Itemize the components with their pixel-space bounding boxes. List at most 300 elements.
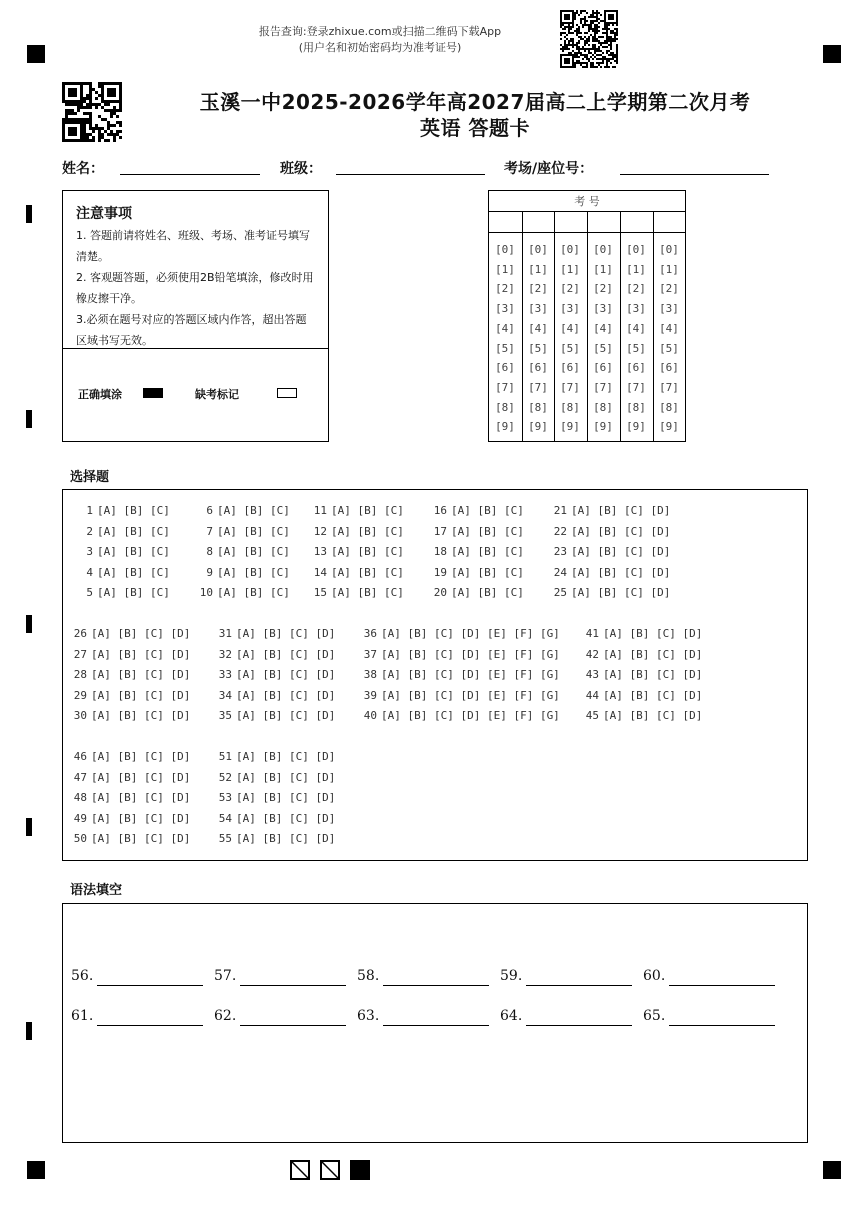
exam-digit-bubble[interactable]: [6] [528, 361, 548, 375]
exam-digit-bubble[interactable]: [2] [593, 282, 613, 296]
name-field[interactable] [120, 174, 260, 175]
answer-options[interactable]: [A] [B] [C] [217, 504, 290, 517]
exam-digit-bubble[interactable]: [9] [495, 420, 515, 434]
choice-question[interactable] [431, 525, 524, 538]
class-field[interactable] [336, 174, 485, 175]
corner-mark-bottom-left [27, 1161, 45, 1179]
qr-module [107, 139, 110, 142]
question-number: 3 [86, 545, 93, 559]
exam-digit-bubble[interactable]: [0] [659, 243, 679, 256]
qr-module [119, 136, 122, 139]
blank-number: 61. [71, 1008, 94, 1024]
qr-module [119, 124, 122, 127]
qr-module [74, 94, 77, 97]
notice-item: 3.必须在题号对应的答题区域内作答，超出答题区域书写无效。 [76, 313, 307, 347]
timing-mark [26, 615, 32, 633]
qr-module [580, 12, 582, 14]
answer-options[interactable]: [A] [B] [C] [D] [91, 750, 191, 763]
grammar-answer-area [62, 903, 808, 1143]
question-number: 8 [206, 545, 213, 559]
exam-digit-bubble[interactable]: [3] [528, 302, 548, 316]
answer-blank[interactable] [526, 985, 632, 986]
qr-module [586, 66, 588, 68]
exam-digit-bubble[interactable]: [8] [626, 400, 646, 414]
blank-number: 62. [214, 1008, 237, 1024]
answer-options[interactable]: [A] [B] [C] [331, 565, 404, 579]
question-number: 9 [206, 565, 213, 579]
blank-number: 58. [357, 968, 380, 984]
choice-answer-area [62, 489, 808, 861]
exam-digit-bubble[interactable]: [5] [593, 341, 613, 355]
question-number: 38 [363, 668, 377, 682]
choice-question[interactable] [216, 812, 335, 825]
qr-module [572, 26, 574, 28]
blank-number: 60. [643, 968, 666, 984]
answer-options[interactable]: [A] [B] [C] [217, 524, 290, 538]
qr-module [614, 40, 616, 42]
choice-question[interactable] [583, 648, 702, 661]
question-number: 44 [585, 688, 599, 702]
choice-question[interactable] [216, 791, 335, 804]
answer-options[interactable]: [A] [B] [C] [451, 524, 524, 538]
exam-digit-bubble[interactable]: [0] [560, 243, 580, 256]
answer-options[interactable]: [A] [B] [C] [D] [236, 688, 336, 702]
grammar-section-label: 语法填空 [70, 883, 123, 898]
exam-digit-bubble[interactable]: [6] [495, 361, 515, 375]
answer-blank[interactable] [97, 1025, 203, 1026]
exam-digit-bubble[interactable]: [0] [495, 243, 515, 256]
qr-module [598, 30, 600, 32]
choice-question[interactable] [216, 668, 335, 681]
choice-question[interactable] [77, 504, 170, 517]
answer-options[interactable]: [A] [B] [C] [D] [236, 791, 336, 805]
answer-options[interactable]: [A] [B] [C] [D] [91, 627, 191, 640]
choice-question[interactable] [431, 504, 524, 517]
answer-options[interactable]: [A] [B] [C] [451, 545, 524, 559]
question-number: 2 [86, 524, 93, 538]
timing-mark [26, 818, 32, 836]
exam-digit-bubble[interactable]: [4] [593, 321, 613, 335]
blank-number: 56. [71, 968, 94, 984]
answer-options[interactable]: [A] [B] [C] [97, 545, 170, 559]
choice-question[interactable] [431, 566, 524, 579]
choice-question[interactable] [583, 709, 702, 722]
question-number: 37 [363, 647, 377, 661]
exam-digit-bubble[interactable]: [1] [560, 262, 580, 276]
qr-module [98, 139, 101, 142]
exam-digit-bubble[interactable]: [8] [528, 400, 548, 414]
answer-options[interactable]: [A] [B] [C] [D] [E] [F] [G] [381, 709, 560, 723]
qr-module [95, 106, 98, 109]
qr-module [572, 46, 574, 48]
choice-question[interactable] [583, 668, 702, 681]
choice-question[interactable] [551, 525, 670, 538]
choice-question[interactable] [361, 668, 560, 681]
answer-options[interactable]: [A] [B] [C] [D] [236, 832, 336, 846]
exam-digit-bubble[interactable]: [7] [560, 380, 580, 394]
exam-digit-bubble[interactable]: [2] [659, 282, 679, 296]
choice-question[interactable] [216, 627, 335, 640]
answer-options[interactable]: [A] [B] [C] [D] [603, 688, 703, 702]
crossed-square-icon [290, 1160, 310, 1180]
exam-digit-bubble[interactable]: [9] [626, 420, 646, 434]
choice-question[interactable] [361, 689, 560, 702]
exam-digit-bubble[interactable]: [5] [626, 341, 646, 355]
qr-module [74, 112, 77, 115]
exam-digit-bubble[interactable]: [4] [495, 321, 515, 335]
question-number: 47 [73, 770, 87, 784]
exam-digit-bubble[interactable]: [2] [560, 282, 580, 296]
exam-digit-bubble[interactable]: [5] [560, 341, 580, 355]
qr-module [584, 44, 586, 46]
answer-blank[interactable] [669, 1025, 775, 1026]
exam-digit-bubble[interactable]: [4] [659, 321, 679, 335]
answer-blank[interactable] [383, 1025, 489, 1026]
question-number: 13 [313, 545, 327, 559]
answer-options[interactable]: [A] [B] [C] [D] [236, 750, 336, 763]
exam-digit-bubble[interactable]: [9] [560, 420, 580, 434]
notice-title: 注意事项 [76, 206, 132, 222]
exam-digit-bubble[interactable]: [7] [528, 380, 548, 394]
question-number: 22 [553, 524, 567, 538]
corner-mark-bottom-right [823, 1161, 841, 1179]
exam-digit-bubble[interactable]: [2] [528, 282, 548, 296]
answer-blank[interactable] [97, 985, 203, 986]
answer-options[interactable]: [A] [B] [C] [D] [E] [F] [G] [381, 627, 560, 640]
question-number: 20 [433, 586, 447, 600]
filled-square-icon [350, 1160, 370, 1180]
question-number: 4 [86, 565, 93, 579]
answer-options[interactable]: [A] [B] [C] [331, 524, 404, 538]
choice-question[interactable] [71, 812, 190, 825]
question-number: 52 [218, 770, 232, 784]
exam-digit-bubble[interactable]: [3] [626, 302, 646, 316]
exam-digit-bubble[interactable]: [6] [659, 361, 679, 375]
question-number: 40 [363, 709, 377, 723]
exam-digit-bubble[interactable]: [7] [659, 380, 679, 394]
answer-options[interactable]: [A] [B] [C] [331, 545, 404, 559]
class-label: 班级： [280, 161, 322, 177]
question-number: 51 [218, 750, 232, 763]
choice-question[interactable] [197, 504, 290, 517]
qr-module [612, 18, 614, 20]
qr-module [582, 26, 584, 28]
question-number: 45 [585, 709, 599, 723]
question-number: 28 [73, 668, 87, 682]
qr-module [568, 62, 570, 64]
qr-module [612, 24, 614, 26]
exam-digit-bubble[interactable]: [1] [528, 262, 548, 276]
answer-options[interactable]: [A] [B] [C] [D] [236, 811, 336, 825]
question-number: 5 [86, 586, 93, 600]
choice-question[interactable] [311, 525, 404, 538]
blank-number: 57. [214, 968, 237, 984]
choice-question[interactable] [197, 566, 290, 579]
choice-question[interactable] [361, 709, 560, 722]
choice-question[interactable] [551, 566, 670, 579]
exam-digit-bubble[interactable]: [1] [593, 262, 613, 276]
question-number: 10 [199, 586, 213, 600]
choice-question[interactable] [216, 648, 335, 661]
qr-module [580, 32, 582, 34]
question-number: 7 [206, 524, 213, 538]
qr-module [574, 66, 576, 68]
exam-digit-bubble[interactable]: [4] [626, 321, 646, 335]
choice-question[interactable] [551, 545, 670, 558]
choice-question[interactable] [77, 545, 170, 558]
answer-options[interactable]: [A] [B] [C] [D] [E] [F] [G] [381, 668, 560, 682]
exam-digit-bubble[interactable]: [9] [528, 420, 548, 434]
absent-label: 缺考标记 [195, 388, 239, 401]
answer-options[interactable]: [A] [B] [C] [D] [603, 709, 703, 723]
report-note-line2: (用户名和初始密码均为准考证号) [298, 41, 462, 54]
corner-mark-top-right [823, 45, 841, 63]
answer-options[interactable]: [A] [B] [C] [451, 565, 524, 579]
qr-module [596, 66, 598, 68]
exam-digit-bubble[interactable]: [8] [593, 400, 613, 414]
answer-options[interactable]: [A] [B] [C] [D] [571, 545, 671, 559]
room-seat-field[interactable] [620, 174, 769, 175]
exam-digit-bubble[interactable]: [3] [659, 302, 679, 316]
choice-question[interactable] [311, 586, 404, 599]
exam-digit-bubble[interactable]: [7] [495, 380, 515, 394]
exam-digit-bubble[interactable]: [7] [626, 380, 646, 394]
answer-options[interactable]: [A] [B] [C] [D] [603, 627, 703, 640]
notice-divider [63, 348, 328, 349]
answer-blank[interactable] [240, 985, 346, 986]
answer-options[interactable]: [A] [B] [C] [217, 545, 290, 559]
report-note [0, 24, 760, 56]
choice-question[interactable] [311, 545, 404, 558]
choice-question[interactable] [197, 545, 290, 558]
answer-blank[interactable] [383, 985, 489, 986]
answer-options[interactable]: [A] [B] [C] [D] [91, 811, 191, 825]
qr-module [562, 50, 564, 52]
answer-options[interactable]: [A] [B] [C] [97, 586, 170, 600]
choice-question[interactable] [216, 750, 335, 763]
choice-question[interactable] [71, 627, 190, 640]
choice-question[interactable] [71, 832, 190, 845]
qr-module [564, 28, 566, 30]
exam-digit-bubble[interactable]: [0] [626, 243, 646, 256]
answer-options[interactable]: [A] [B] [C] [D] [91, 709, 191, 723]
answer-options[interactable]: [A] [B] [C] [D] [91, 668, 191, 682]
choice-question[interactable] [71, 668, 190, 681]
exam-digit-bubble[interactable]: [2] [495, 282, 515, 296]
choice-question[interactable] [431, 586, 524, 599]
choice-question[interactable] [551, 504, 670, 517]
choice-question[interactable] [431, 545, 524, 558]
qr-module [606, 46, 608, 48]
qr-module [119, 130, 122, 133]
question-number: 31 [218, 627, 232, 640]
answer-options[interactable]: [A] [B] [C] [331, 504, 404, 517]
qr-module [584, 50, 586, 52]
answer-options[interactable]: [A] [B] [C] [97, 565, 170, 579]
name-label: 姓名： [62, 161, 104, 177]
question-number: 23 [553, 545, 567, 559]
exam-digit-bubble[interactable]: [4] [528, 321, 548, 335]
answer-options[interactable]: [A] [B] [C] [D] [236, 709, 336, 723]
qr-module [113, 139, 116, 142]
exam-digit-bubble[interactable]: [2] [626, 282, 646, 296]
answer-options[interactable]: [A] [B] [C] [97, 504, 170, 517]
exam-digit-bubble[interactable]: [1] [495, 262, 515, 276]
exam-digit-bubble[interactable]: [4] [560, 321, 580, 335]
crossed-square-icon [320, 1160, 340, 1180]
qr-module [77, 109, 80, 112]
exam-digit-bubble[interactable]: [5] [659, 341, 679, 355]
qr-module [568, 48, 570, 50]
qr-module [74, 133, 77, 136]
question-number: 17 [433, 524, 447, 538]
exam-title: 玉溪一中2025-2026学年高2027届高二上学期第二次月考 [199, 90, 751, 114]
exam-digit-bubble[interactable]: [9] [593, 420, 613, 434]
answer-options[interactable]: [A] [B] [C] [D] [236, 647, 336, 661]
answer-options[interactable]: [A] [B] [C] [D] [236, 668, 336, 682]
qr-module [596, 32, 598, 34]
choice-question[interactable] [361, 648, 560, 661]
answer-options[interactable]: [A] [B] [C] [217, 565, 290, 579]
answer-options[interactable]: [A] [B] [C] [451, 504, 524, 517]
choice-question[interactable] [77, 525, 170, 538]
exam-digit-bubble[interactable]: [3] [560, 302, 580, 316]
question-number: 36 [363, 627, 377, 640]
question-number: 19 [433, 565, 447, 579]
room-seat-label: 考场/座位号： [504, 161, 594, 177]
choice-question[interactable] [216, 832, 335, 845]
choice-question[interactable] [77, 586, 170, 599]
qr-module [588, 40, 590, 42]
question-number: 41 [585, 627, 599, 640]
qr-module [582, 58, 584, 60]
answer-options[interactable]: [A] [B] [C] [D] [91, 647, 191, 661]
answer-options[interactable]: [A] [B] [C] [D] [91, 770, 191, 784]
answer-options[interactable]: [A] [B] [C] [D] [571, 565, 671, 579]
question-number: 54 [218, 811, 232, 825]
question-number: 27 [73, 647, 87, 661]
exam-number-grid [488, 190, 686, 442]
exam-digit-bubble[interactable]: [6] [626, 361, 646, 375]
choice-question[interactable] [197, 586, 290, 599]
choice-question[interactable] [311, 566, 404, 579]
qr-module [92, 139, 95, 142]
answer-options[interactable]: [A] [B] [C] [D] [571, 504, 671, 517]
qr-module [89, 106, 92, 109]
exam-digit-bubble[interactable]: [5] [528, 341, 548, 355]
qr-module [110, 115, 113, 118]
question-number: 29 [73, 688, 87, 702]
choice-question[interactable] [583, 627, 702, 640]
qr-module [602, 36, 604, 38]
answer-options[interactable]: [A] [B] [C] [451, 586, 524, 600]
exam-digit-bubble[interactable]: [0] [593, 243, 613, 256]
question-number: 46 [73, 750, 87, 763]
exam-digit-bubble[interactable]: [1] [659, 262, 679, 276]
choice-question[interactable] [551, 586, 670, 599]
exam-digit-bubble[interactable]: [3] [593, 302, 613, 316]
answer-options[interactable]: [A] [B] [C] [D] [603, 647, 703, 661]
qr-code-icon[interactable] [560, 10, 618, 68]
qr-module [572, 32, 574, 34]
choice-question[interactable] [77, 566, 170, 579]
answer-options[interactable]: [A] [B] [C] [D] [236, 770, 336, 784]
question-number: 48 [73, 791, 87, 805]
qr-module [602, 62, 604, 64]
notice-item: 2. 客观题答题，必须使用2B铅笔填涂，修改时用橡皮擦干净。 [76, 271, 314, 305]
answer-options[interactable]: [A] [B] [C] [D] [571, 586, 671, 600]
exam-digit-bubble[interactable]: [1] [626, 262, 646, 276]
qr-module [560, 34, 562, 36]
exam-digit-bubble[interactable]: [9] [659, 420, 679, 434]
answer-options[interactable]: [A] [B] [C] [D] [E] [F] [G] [381, 647, 560, 661]
exam-digit-bubble[interactable]: [0] [528, 243, 548, 256]
qr-module [614, 66, 616, 68]
answer-options[interactable]: [A] [B] [C] [D] [91, 688, 191, 702]
qr-module [616, 34, 618, 36]
qr-module [616, 38, 618, 40]
choice-question[interactable] [216, 689, 335, 702]
report-note-line1: 报告查询:登录zhixue.com或扫描二维码下载App [258, 25, 502, 38]
question-number: 49 [73, 811, 87, 825]
exam-digit-bubble[interactable]: [3] [495, 302, 515, 316]
exam-digit-bubble[interactable]: [7] [593, 380, 613, 394]
exam-digit-bubble[interactable]: [5] [495, 341, 515, 355]
choice-question[interactable] [71, 709, 190, 722]
exam-digit-bubble[interactable]: [6] [593, 361, 613, 375]
absent-mark-box[interactable] [277, 388, 297, 398]
answer-options[interactable]: [A] [B] [C] [D] [91, 832, 191, 846]
choice-question[interactable] [71, 648, 190, 661]
qr-module [616, 62, 618, 64]
qr-module [107, 103, 110, 106]
choice-question[interactable] [216, 709, 335, 722]
exam-digit-bubble[interactable]: [8] [560, 400, 580, 414]
choice-question[interactable] [71, 791, 190, 804]
qr-module [588, 30, 590, 32]
answer-options[interactable]: [A] [B] [C] [D] [E] [F] [G] [381, 688, 560, 702]
choice-question[interactable] [361, 627, 560, 640]
answer-blank[interactable] [240, 1025, 346, 1026]
answer-options[interactable]: [A] [B] [C] [331, 586, 404, 600]
choice-question[interactable] [311, 504, 404, 517]
choice-question[interactable] [197, 525, 290, 538]
question-number: 39 [363, 688, 377, 702]
qr-module [570, 28, 572, 30]
answer-options[interactable]: [A] [B] [C] [D] [603, 668, 703, 682]
choice-question[interactable] [71, 750, 190, 763]
answer-options[interactable]: [A] [B] [C] [D] [91, 791, 191, 805]
exam-digit-bubble[interactable]: [8] [495, 400, 515, 414]
qr-module [586, 20, 588, 22]
answer-blank[interactable] [526, 1025, 632, 1026]
answer-options[interactable]: [A] [B] [C] [217, 586, 290, 600]
exam-digit-bubble[interactable]: [6] [560, 361, 580, 375]
answer-options[interactable]: [A] [B] [C] [D] [571, 524, 671, 538]
answer-blank[interactable] [669, 985, 775, 986]
correct-fill-label: 正确填涂 [78, 388, 122, 401]
choice-section-label: 选择题 [70, 470, 110, 485]
choice-question[interactable] [216, 771, 335, 784]
exam-digit-bubble[interactable]: [8] [659, 400, 679, 414]
choice-question[interactable] [71, 771, 190, 784]
question-number: 25 [553, 586, 567, 600]
answer-options[interactable]: [A] [B] [C] [D] [236, 627, 336, 640]
qr-module [95, 97, 98, 100]
answer-options[interactable]: [A] [B] [C] [97, 524, 170, 538]
choice-question[interactable] [71, 689, 190, 702]
choice-question[interactable] [583, 689, 702, 702]
